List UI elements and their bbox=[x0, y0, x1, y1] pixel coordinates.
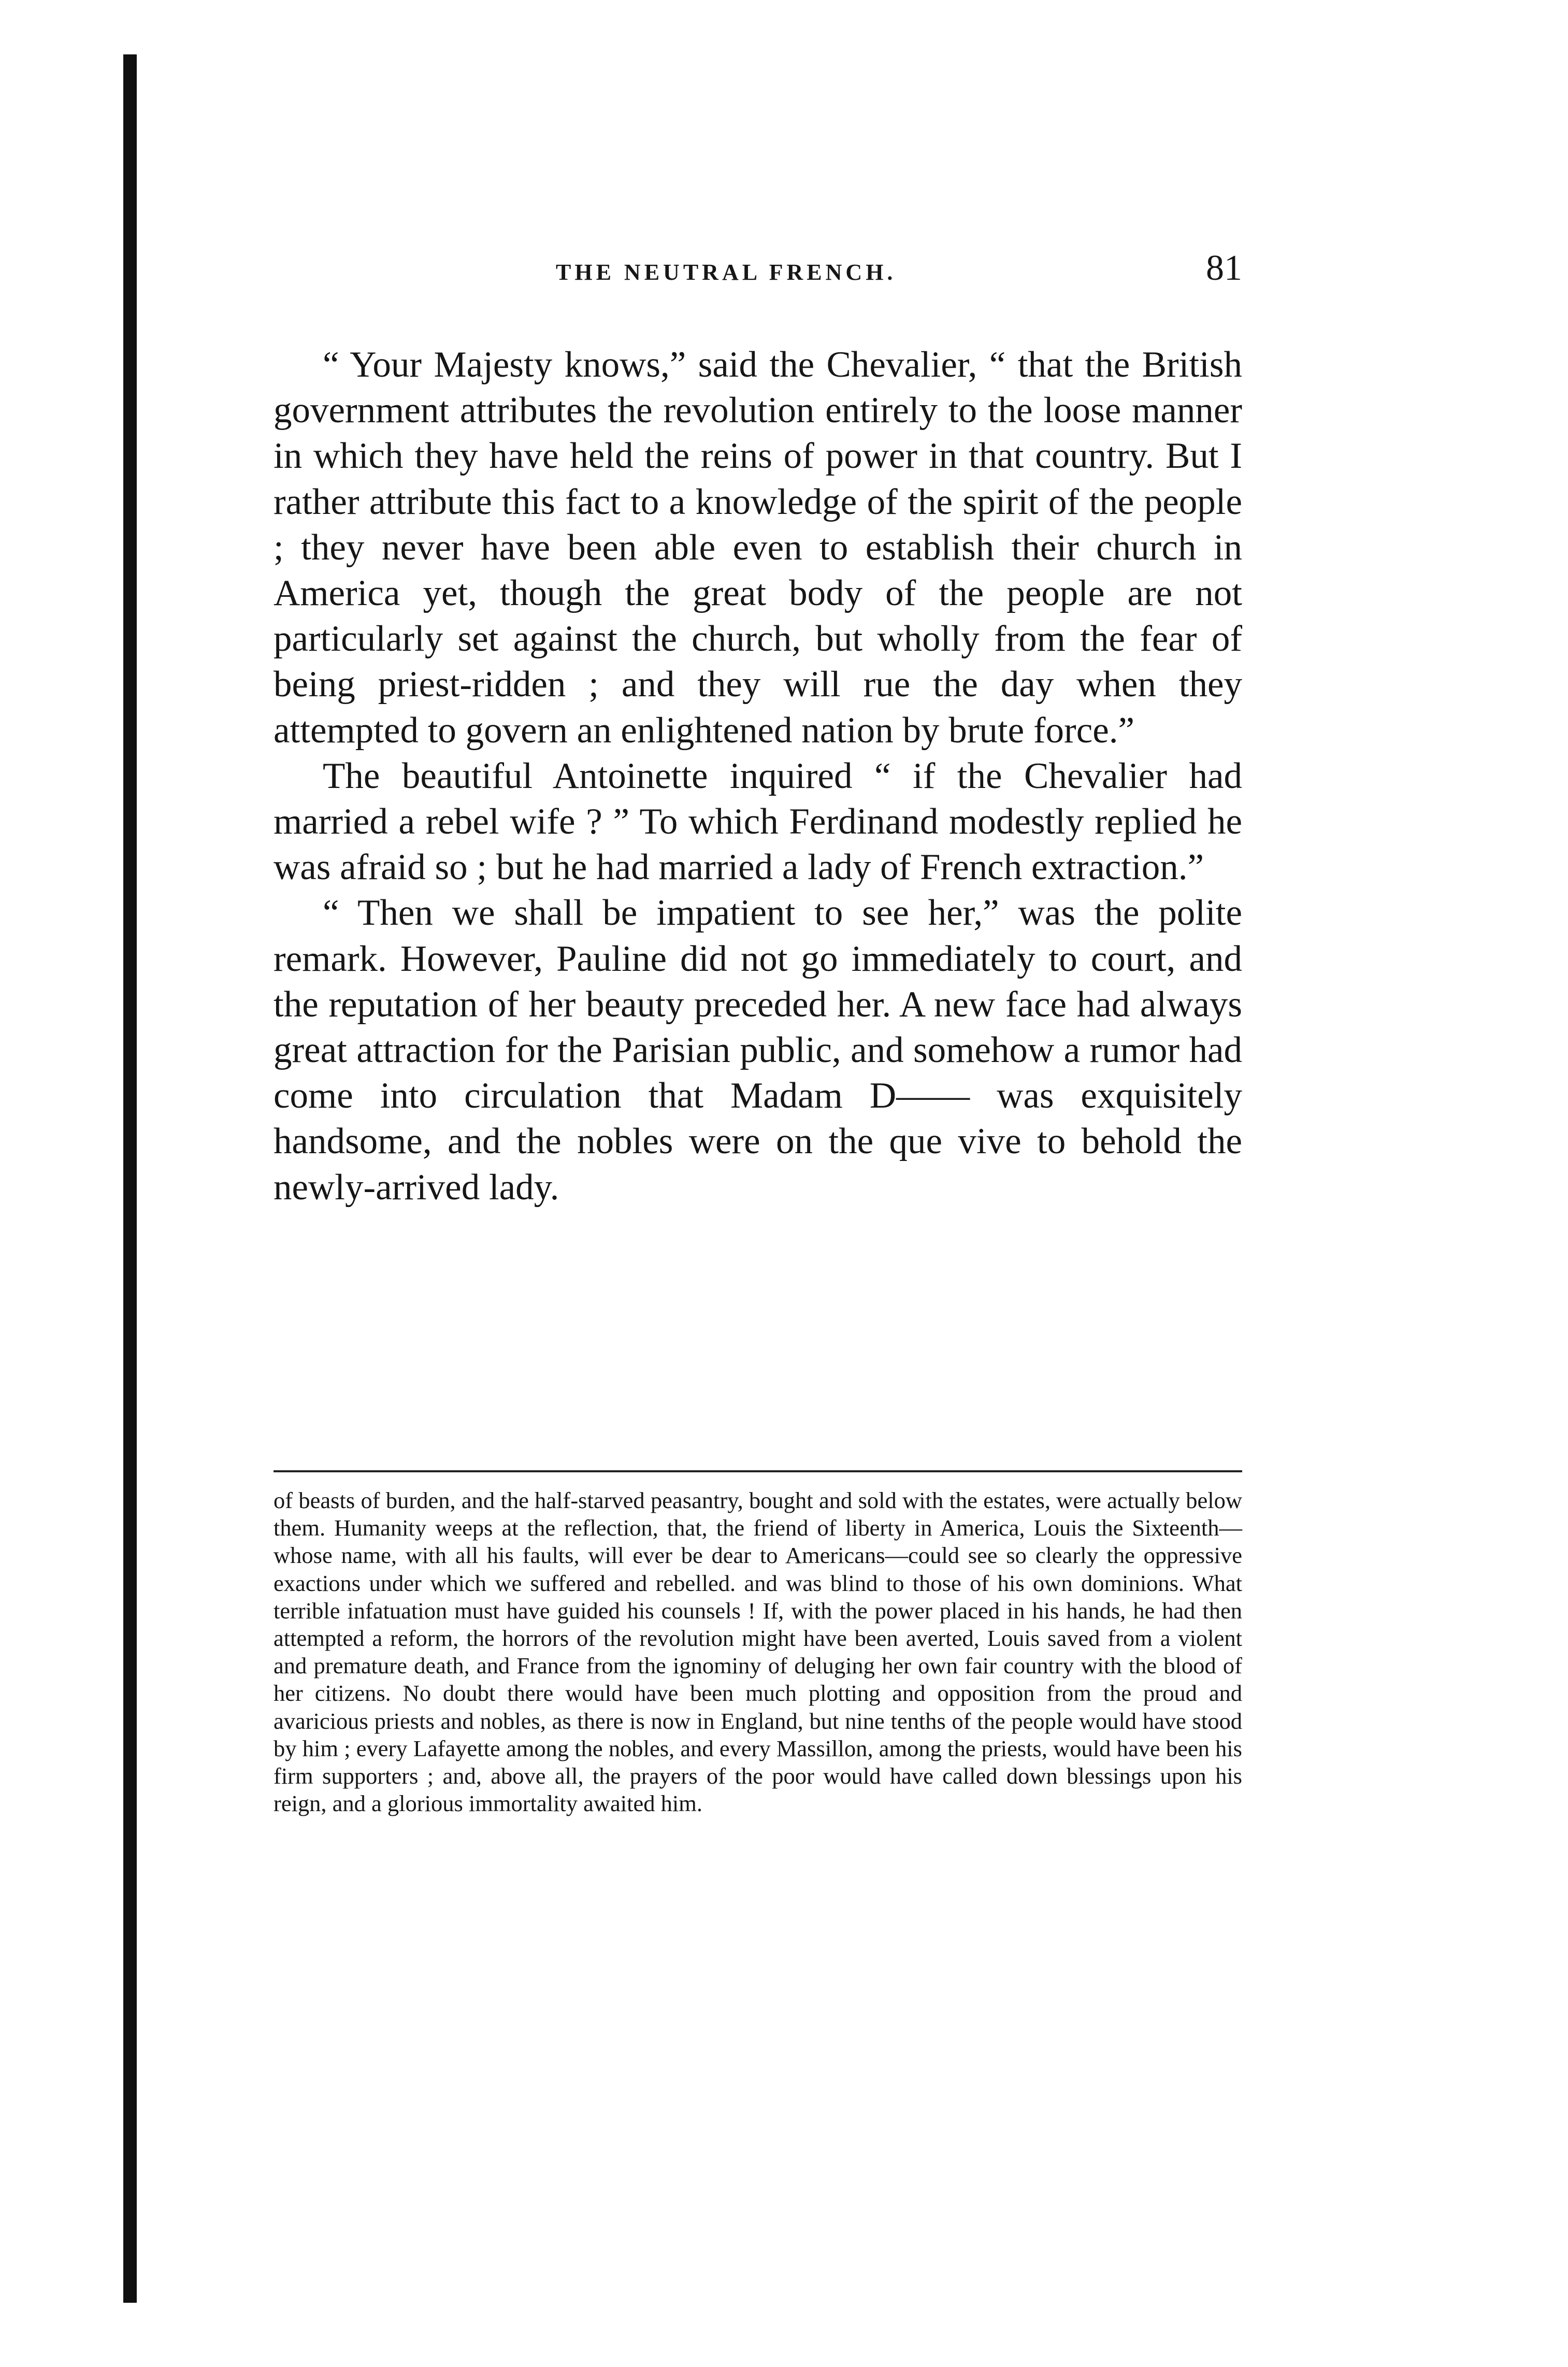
paragraph-1: “ Your Majesty knows,” said the Chevalier, “ that the British government attributes the revolution entirely to the loose manner in which they have held the reins of power in that country. But I rather attribute this fact to a knowledge of the spirit of the people ; they never have been able even to establish their church in America yet, though the great body of the people are not particularly set against the church, but wholly from the fear of being priest-ridden ; and they will rue the day when they attempted to govern an enlightened nation by brute force.” bbox=[274, 345, 1242, 751]
main-text bbox=[274, 342, 1242, 1210]
paragraph-3: “ Then we shall be impatient to see her,” was the polite remark. However, Pauline did not go immediately to court, and the reputation of her beauty preceded her. A new face had always great attraction for the Parisian public, and somehow a rumor had come into circulation that Madam D—— was exquisitely handsome, and the nobles were on the que vive to behold the newly-arrived lady. bbox=[274, 893, 1242, 1208]
book-page bbox=[274, 0, 1242, 2367]
paragraph-2: The beautiful Antoinette inquired “ if the Chevalier had married a rebel wife ? ” To which Ferdinand modestly replied he was afraid so ; but he had married a lady of French extraction.” bbox=[274, 755, 1242, 888]
footnote bbox=[274, 1487, 1242, 1817]
page-number: 81 bbox=[1206, 248, 1242, 288]
running-title: THE NEUTRAL FRENCH. bbox=[556, 260, 897, 285]
binding-edge bbox=[123, 54, 137, 2303]
footnote-text: of beasts of burden, and the half-starved peasantry, bought and sold with the estates, were actually below them. Humanity weeps at the reflection, that, the friend of liberty in America, Louis the Sixteenth—whose name, with all his faults, will ever be dear to Americans—could see so clearly the oppressive exactions under which we suffered and rebelled. and was blind to those of his own dominions. What terrible infatuation must have guided his counsels ! If, with the power placed in his hands, he had then attempted a reform, the horrors of the revolution might have been averted, Louis saved from a violent and premature death, and France from the ignominy of deluging her own fair country with the blood of her citizens. No doubt there would have been much plotting and opposition from the proud and avaricious priests and nobles, as there is now in England, but nine tenths of the people would have stood by him ; every Lafayette among the nobles, and every Massillon, among the priests, would have been his firm supporters ; and, above all, the prayers of the poor would have called down blessings upon his reign, and a glorious immortality awaited him. bbox=[274, 1487, 1242, 1817]
footnote-divider bbox=[274, 1470, 1242, 1472]
running-head bbox=[274, 248, 1242, 294]
